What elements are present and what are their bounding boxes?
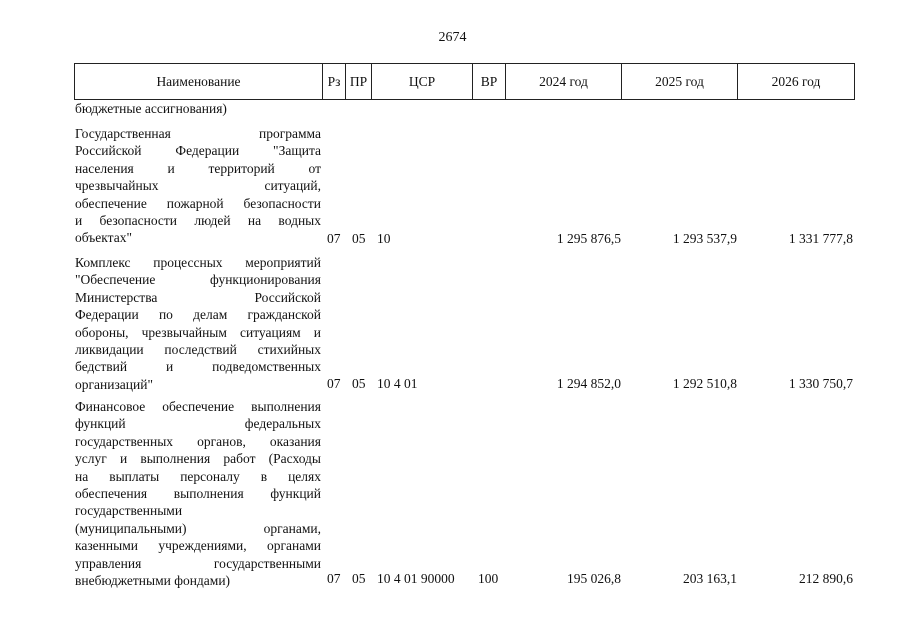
name-line: ликвидации последствий стихийных xyxy=(75,342,321,358)
name-line: Финансовое обеспечение выполнения xyxy=(75,399,321,414)
cell-pr: 05 xyxy=(352,231,366,246)
name-line: обороны, чрезвычайным ситуациям и xyxy=(75,324,321,340)
cell-rz: 07 xyxy=(327,376,341,391)
header-pr: ПР xyxy=(346,64,372,100)
cell-2026: 1 331 777,8 xyxy=(788,231,853,246)
name-line: чрезвычайных ситуаций, xyxy=(75,178,321,194)
cell-pr: 05 xyxy=(352,376,366,391)
page-number: 2674 xyxy=(438,30,467,45)
header-csr: ЦСР xyxy=(372,64,473,100)
cell-2024: 1 295 876,5 xyxy=(556,231,621,246)
name-line: объектах" xyxy=(75,230,132,246)
name-line: внебюджетными фондами) xyxy=(75,573,231,589)
cell-2026: 1 330 750,7 xyxy=(788,376,853,391)
name-line: и безопасности людей на водных xyxy=(75,213,321,229)
name-line: организаций" xyxy=(75,376,153,392)
cell-vr: 100 xyxy=(478,571,499,586)
cell-rz: 07 xyxy=(327,571,341,586)
header-2025: 2025 год xyxy=(622,64,738,100)
name-line: функций федеральных xyxy=(75,416,321,432)
name-line: Министерства Российской xyxy=(75,289,321,305)
name-line: услуг и выполнения работ (Расходы xyxy=(75,451,321,467)
cell-csr: 10 xyxy=(377,231,391,246)
name-line: Российской Федерации "Защита xyxy=(75,143,321,159)
name-line: бедствий и подведомственных xyxy=(75,359,321,375)
cell-pr: 05 xyxy=(352,571,366,586)
header-2026: 2026 год xyxy=(738,64,855,100)
name-line: управления государственными xyxy=(75,555,321,571)
header-rz: Рз xyxy=(323,64,346,100)
name-line: "Обеспечение функционирования xyxy=(75,272,321,288)
header-name: Наименование xyxy=(75,64,323,100)
name-line: населения и территорий от xyxy=(75,160,321,176)
cell-2024: 195 026,8 xyxy=(567,571,621,586)
cell-csr: 10 4 01 90000 xyxy=(377,571,455,586)
cell-2025: 1 292 510,8 xyxy=(672,376,737,391)
row-name xyxy=(75,125,321,247)
table-header xyxy=(74,63,855,100)
header-2024: 2024 год xyxy=(506,64,622,100)
row-name xyxy=(75,254,321,393)
header-vr: ВР xyxy=(473,64,506,100)
cell-2026: 212 890,6 xyxy=(799,571,853,586)
name-line: Государственная программа xyxy=(75,126,321,141)
name-line: государственными xyxy=(75,503,183,519)
name-line: государственных органов, оказания xyxy=(75,433,321,449)
cell-2024: 1 294 852,0 xyxy=(556,376,621,391)
cell-2025: 203 163,1 xyxy=(683,571,737,586)
row-name xyxy=(75,398,321,589)
name-line: обеспечения выполнения функций xyxy=(75,486,321,502)
continuation-text: бюджетные ассигнования) xyxy=(75,101,227,116)
cell-rz: 07 xyxy=(327,231,341,246)
cell-csr: 10 4 01 xyxy=(377,376,418,391)
name-line: Федерации по делам гражданской xyxy=(75,307,321,323)
name-line: обеспечение пожарной безопасности xyxy=(75,195,321,211)
name-line: Комплекс процессных мероприятий xyxy=(75,255,321,270)
name-line: (муниципальными) органами, xyxy=(75,520,321,536)
cell-2025: 1 293 537,9 xyxy=(672,231,737,246)
name-line: казенными учреждениями, органами xyxy=(75,538,321,554)
name-line: на выплаты персоналу в целях xyxy=(75,468,321,484)
